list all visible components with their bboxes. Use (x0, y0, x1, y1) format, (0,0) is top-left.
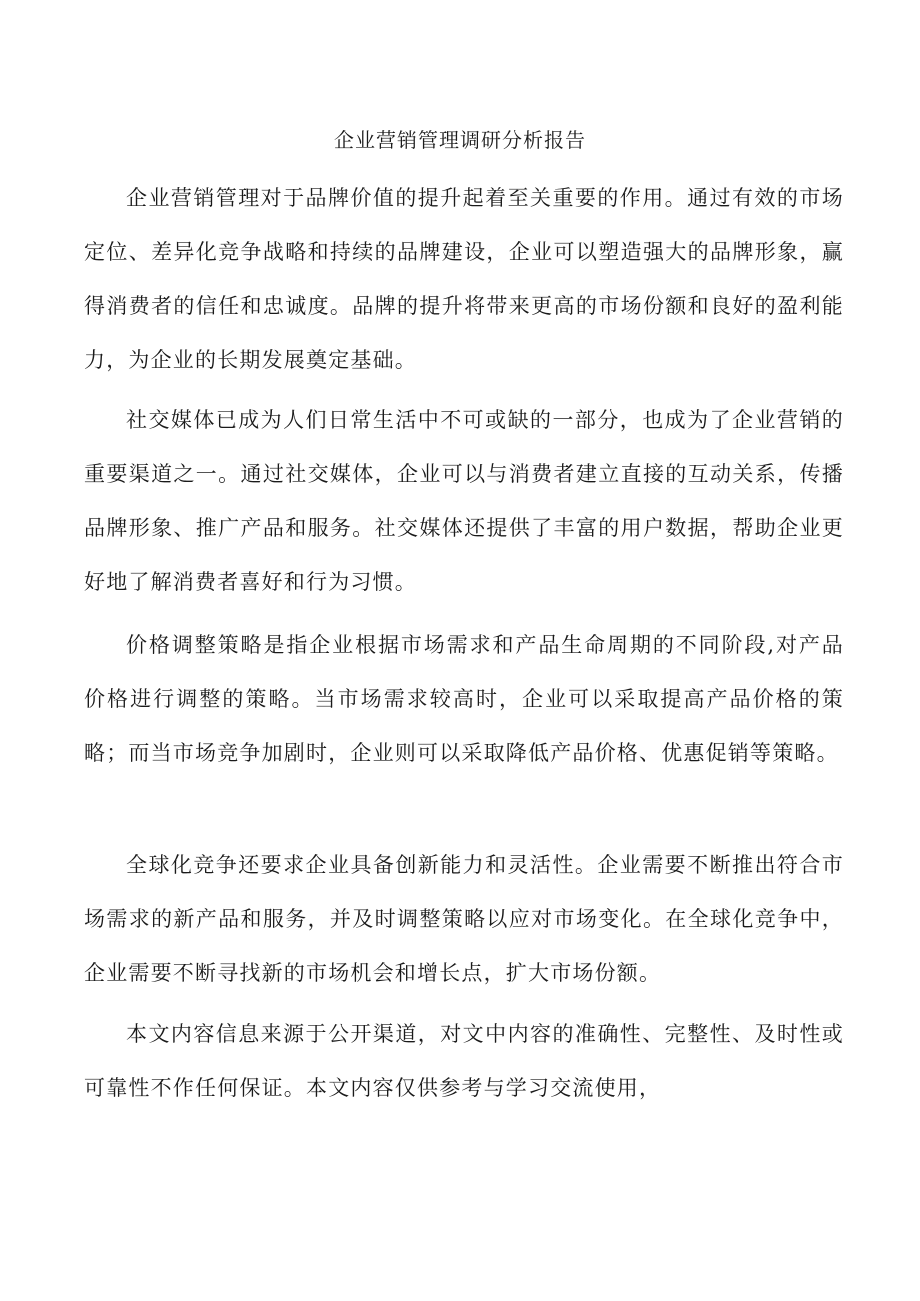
paragraph-brand-value: 企业营销管理对于品牌价值的提升起着至关重要的作用。通过有效的市场定位、差异化竞争战略和持续的品牌建设，企业可以塑造强大的品牌形象，赢得消费者的信任和忠诚度。品牌的提升将带来更高的市场份额和良好的盈利能力，为企业的长期发展奠定基础。 (84, 186, 844, 372)
paragraph-pricing-strategy: 价格调整策略是指企业根据市场需求和产品生命周期的不同阶段,对产品价格进行调整的策略。当市场需求较高时，企业可以采取提高产品价格的策略；而当市场竞争加剧时，企业则可以采取降低产品价格、优惠促销等策略。 (84, 633, 844, 765)
paragraph-social-media: 社交媒体已成为人们日常生活中不可或缺的一部分，也成为了企业营销的重要渠道之一。通过社交媒体，企业可以与消费者建立直接的互动关系，传播品牌形象、推广产品和服务。社交媒体还提供了丰富的用户数据，帮助企业更好地了解消费者喜好和行为习惯。 (84, 408, 844, 594)
paragraph-disclaimer: 本文内容信息来源于公开渠道，对文中内容的准确性、完整性、及时性或可靠性不作任何保证。本文内容仅供参考与学习交流使用， (84, 1022, 844, 1100)
document-title: 企业营销管理调研分析报告 (334, 128, 586, 152)
paragraph-globalization: 全球化竞争还要求企业具备创新能力和灵活性。企业需要不断推出符合市场需求的新产品和服务，并及时调整策略以应对市场变化。在全球化竞争中，企业需要不断寻找新的市场机会和增长点，扩大市场份额。 (84, 853, 844, 985)
